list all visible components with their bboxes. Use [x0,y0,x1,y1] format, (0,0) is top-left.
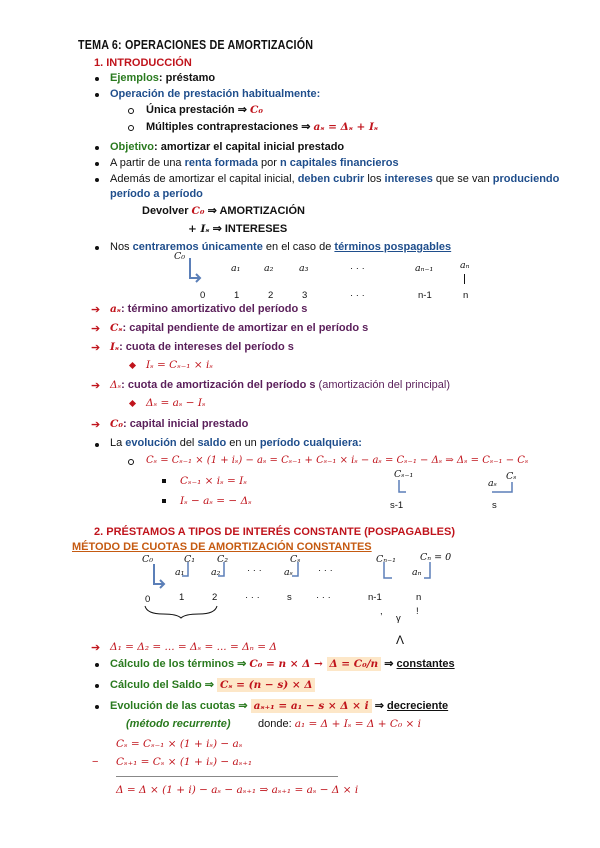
multiples-line: Múltiples contraprestaciones ⇒ aₛ = Δₛ + Iₛ [146,121,379,133]
timeline2-top: C₂ [217,554,229,565]
timeline2-term: a₂ [211,567,221,578]
bullet [95,146,99,150]
arrow-icon: ➔ [91,419,101,431]
formula-r3: Δ = Δ × (1 + i) − aₛ − aₛ₊₁ ⇒ aₛ₊₁ = aₛ − Δ × i [116,784,359,796]
intereses-line: + Iₛ ⇒ INTERESES [188,223,288,235]
formula-diff: Iₛ − aₛ = − Δₛ [180,495,252,507]
nos-line: Nos centraremos únicamente en el caso de términos pospagables [110,241,452,253]
timeline2-mark: γ [396,613,401,624]
timeline2-arrow-icon [380,562,394,584]
timeline1-term: aₙ₋₁ [415,263,434,274]
timeline2-tick: s [287,592,292,603]
timeline1-tick: 3 [302,290,308,301]
timeline1-tick: 1 [234,290,240,301]
section-1-heading: 1. INTRODUCCIÓN [94,57,192,69]
bullet [95,178,99,182]
arrow-icon: ➔ [91,642,101,654]
bullet [95,684,99,688]
timeline2-top: Cₙ₋₁ [376,554,396,565]
timeline1-c0: C₀ [174,251,186,262]
metodo-heading: MÉTODO DE CUOTAS DE AMORTIZACIÓN CONSTANTES [72,541,372,553]
timeline2-arrow-icon [180,562,194,582]
timeline2-tick: 1 [179,592,185,603]
timeline2-tick: n-1 [368,592,382,603]
mini-arrow-icon [396,480,410,496]
timeline2-term: aₙ [412,567,422,578]
timeline2-top: C₁ [184,554,196,565]
mini-a: aₛ [488,478,497,489]
timeline2-tick: 2 [212,592,218,603]
mini-c-prev: Cₛ₋₁ [394,469,414,480]
timeline1-tick-mark [464,274,465,284]
circle-bullet [128,125,134,131]
timeline1-tick: · · · [350,290,365,301]
calc-terminos: Cálculo de los términos ⇒ C₀ = n × Δ → Δ = C₀/n ⇒ constantes [110,658,455,670]
def-cs: Cₛ: capital pendiente de amortizar en el período s [110,322,369,334]
evol-cuotas: Evolución de las cuotas ⇒ aₛ₊₁ = a₁ − s × Δ × i ⇒ decreciente [110,700,449,712]
arrow-icon: ➔ [91,342,101,354]
ademas-line-2: período a período [110,188,203,200]
timeline2-top: Cₛ [290,554,301,565]
timeline2-top: Cₙ = 0 [420,552,452,563]
timeline1-term: a₂ [264,263,274,274]
timeline2-top: C₀ [142,554,154,565]
def-is: Iₛ: cuota de intereses del período s [110,341,294,353]
def-ds: Δₛ: cuota de amortización del período s (amortización del principal) [110,379,450,391]
arrow-icon: ➔ [91,323,101,335]
square-bullet [162,479,166,483]
diamond-bullet [129,362,136,369]
bullet [95,705,99,709]
metodo-recurrente: (método recurrente) [126,718,231,730]
section-2-heading: 2. PRÉSTAMOS A TIPOS DE INTERÉS CONSTANTE (POSPAGABLES) [94,526,455,538]
calc-saldo: Cálculo del Saldo ⇒ Cₛ = (n − s) × Δ [110,678,315,691]
diamond-bullet [129,400,136,407]
arrow-icon: ➔ [91,380,101,392]
timeline2-arrow-icon [216,562,230,582]
timeline2-mark: , [380,606,383,617]
sum-line [116,776,338,777]
timeline1-tick: n [463,290,469,301]
timeline1-arrow-icon [186,258,206,284]
timeline2-arrow-icon [422,562,436,584]
timeline2-top: · · · [318,565,333,576]
apartir-line: A partir de una renta formada por n capitales financieros [110,157,399,169]
timeline1-term: a₃ [299,263,309,274]
formula-deltas: Δ₁ = Δ₂ = ... = Δₛ = ... = Δₙ = Δ [110,641,277,653]
formula-is: Iₛ = Cₛ₋₁ × iₛ [146,359,213,371]
timeline2-tick: · · · [245,592,260,603]
bullet [95,77,99,81]
formula-r1: Cₛ = Cₛ₋₁ × (1 + iₛ) − aₛ [116,738,243,750]
timeline2-term: a₁ [175,567,185,578]
bullet [95,162,99,166]
operacion-line: Operación de prestación habitualmente: [110,88,321,100]
timeline2-tick: 0 [145,594,151,605]
arrow-icon: ➔ [91,304,101,316]
timeline1-tick: 0 [200,290,206,301]
square-bullet [162,499,166,503]
mini-arrow-icon [488,482,516,498]
objetivo-line: Objetivo: amortizar el capital inicial prestado [110,141,345,153]
mini-c: Cₛ [506,471,517,482]
minus-sign: − [92,756,99,768]
formula-interest: Cₛ₋₁ × iₛ = Iₛ [180,475,247,487]
timeline2-top: · · · [247,565,262,576]
bullet [95,246,99,250]
unica-line: Única prestación ⇒ C₀ [146,104,263,116]
ademas-line: Además de amortizar el capital inicial, deben cubrir los intereses que se van produciendo [110,173,560,185]
timeline2-brace [143,604,223,620]
mini-s: s [492,500,497,511]
timeline2-tick: n [416,592,422,603]
timeline2-tick: · · · [316,592,331,603]
formula-ds: Δₛ = aₛ − Iₛ [146,397,206,409]
def-as: aₛ: término amortizativo del período s [110,303,308,315]
evolucion-line: La evolución del saldo en un período cualquiera: [110,437,362,449]
timeline1-term: aₙ [460,260,470,271]
bullet [95,443,99,447]
timeline2-lambda: Λ [396,633,405,647]
donde-line: donde: a₁ = Δ + Iₛ = Δ + C₀ × i [258,718,421,730]
timeline1-tick: n-1 [418,290,432,301]
circle-bullet [128,459,134,465]
circle-bullet [128,108,134,114]
ejemplos-line: Ejemplos: préstamo [110,72,216,84]
bullet [95,663,99,667]
timeline2-arrow-icon [290,562,304,582]
timeline1-term: · · · [350,263,365,274]
timeline1-tick: 2 [268,290,274,301]
def-c0: C₀: capital inicial prestado [110,418,249,430]
timeline2-term: aₛ [284,567,293,578]
timeline2-arrow-icon [150,564,168,590]
page-title: TEMA 6: OPERACIONES DE AMORTIZACIÓN [78,38,314,52]
mini-s1: s-1 [390,500,404,511]
devolver-line: Devolver C₀ ⇒ AMORTIZACIÓN [142,205,305,217]
bullet [95,93,99,97]
formula-evolucion: Cₛ = Cₛ₋₁ × (1 + iₛ) − aₛ = Cₛ₋₁ + Cₛ₋₁ × iₛ − aₛ = Cₛ₋₁ − Δₛ ⇒ Δₛ = Cₛ₋₁ − Cₛ [146,455,529,466]
timeline2-mark: ! [416,606,419,617]
timeline1-term: a₁ [231,263,241,274]
formula-r2: Cₛ₊₁ = Cₛ × (1 + iₛ) − aₛ₊₁ [116,756,253,768]
